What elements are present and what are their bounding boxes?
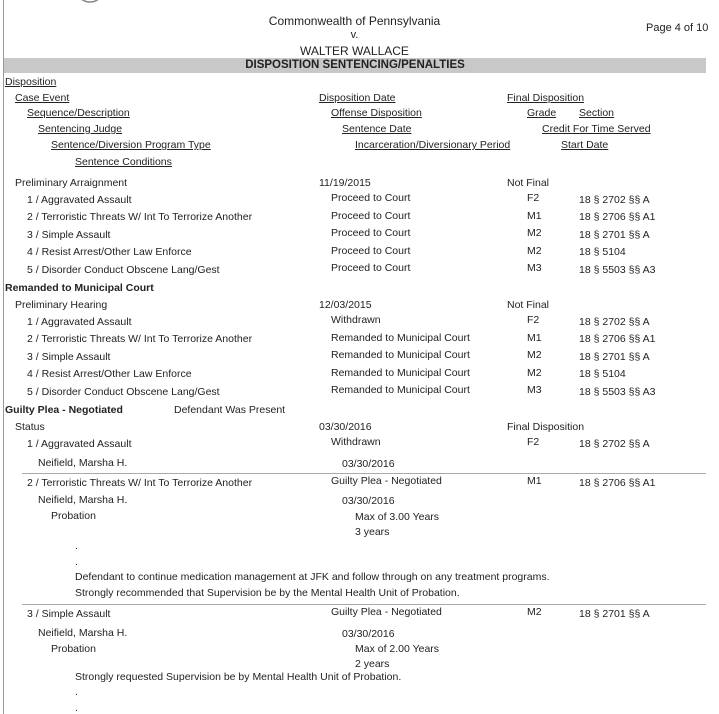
caption-versus: v. xyxy=(350,29,359,41)
sentencing-judge: Neifield, Marsha H. xyxy=(38,627,128,639)
charge-divider xyxy=(22,604,706,605)
condition-placeholder: . xyxy=(75,556,78,568)
charge-desc: 5 / Disorder Conduct Obscene Lang/Gest xyxy=(27,386,220,398)
charge-section: 18 § 2706 §§ A1 xyxy=(579,333,656,345)
condition-placeholder: . xyxy=(75,702,78,714)
legend-credit: Credit For Time Served xyxy=(542,123,651,135)
legend-disposition: Disposition xyxy=(5,76,57,88)
condition-placeholder: . xyxy=(75,686,78,698)
event-final: Not Final xyxy=(507,299,550,311)
legend-final-disp: Final Disposition xyxy=(507,92,585,104)
charge-disposition: Proceed to Court xyxy=(331,245,411,257)
charge-desc: 3 / Simple Assault xyxy=(27,229,111,241)
legend-conditions: Sentence Conditions xyxy=(75,156,172,168)
charge-section: 18 § 2706 §§ A1 xyxy=(579,211,656,223)
legend-offense-disp: Offense Disposition xyxy=(331,107,422,119)
legend-sentence-date: Sentence Date xyxy=(342,123,412,135)
caption-defendant: WALTER WALLACE xyxy=(300,44,409,58)
charge-disposition: Proceed to Court xyxy=(331,227,411,239)
event-name: Status xyxy=(15,421,45,433)
charge-grade: F2 xyxy=(527,314,540,326)
program-type: Probation xyxy=(51,643,96,655)
charge-desc: 4 / Resist Arrest/Other Law Enforce xyxy=(27,246,192,258)
caption-plaintiff: Commonwealth of Pennsylvania xyxy=(268,14,441,28)
legend-disp-date: Disposition Date xyxy=(319,92,396,104)
charge-disposition: Proceed to Court xyxy=(331,262,411,274)
legend-sequence: Sequence/Description xyxy=(27,107,130,119)
charge-grade: M3 xyxy=(527,384,542,396)
charge-grade: F2 xyxy=(527,192,540,204)
program-type: Probation xyxy=(51,510,96,522)
max-period: Max of 3.00 Years xyxy=(355,511,440,523)
sentencing-judge: Neifield, Marsha H. xyxy=(38,494,128,506)
max-period: Max of 2.00 Years xyxy=(355,643,440,655)
charge-section: 18 § 5104 xyxy=(579,246,626,258)
disposition-group-title: Guilty Plea - Negotiated xyxy=(5,404,123,416)
charge-desc: 5 / Disorder Conduct Obscene Lang/Gest xyxy=(27,264,220,276)
charge-disposition: Remanded to Municipal Court xyxy=(331,384,470,396)
legend-program-type: Sentence/Diversion Program Type xyxy=(51,139,211,151)
legend-judge: Sentencing Judge xyxy=(38,123,123,135)
event-date: 03/30/2016 xyxy=(319,421,372,433)
charge-desc: 1 / Aggravated Assault xyxy=(27,316,132,328)
charge-grade: M2 xyxy=(527,606,542,618)
charge-section: 18 § 2702 §§ A xyxy=(579,316,650,328)
charge-grade: M3 xyxy=(527,262,542,274)
charge-section: 18 § 2701 §§ A xyxy=(579,608,650,620)
event-final: Not Final xyxy=(507,177,550,189)
event-final: Final Disposition xyxy=(507,421,585,433)
section-title: DISPOSITION SENTENCING/PENALTIES xyxy=(245,59,465,71)
charge-section: 18 § 5503 §§ A3 xyxy=(579,386,656,398)
charge-desc: 3 / Simple Assault xyxy=(27,608,111,620)
event-name: Preliminary Hearing xyxy=(15,299,108,311)
charge-disposition: Proceed to Court xyxy=(331,210,411,222)
charge-disposition: Withdrawn xyxy=(331,314,381,326)
condition-note: Defendant to continue medication management at JFK and follow through on any treatment programs. xyxy=(75,571,550,583)
legend-start-date: Start Date xyxy=(561,139,609,151)
charge-desc: 4 / Resist Arrest/Other Law Enforce xyxy=(27,368,192,380)
charge-desc: 1 / Aggravated Assault xyxy=(27,194,132,206)
charge-grade: M2 xyxy=(527,245,542,257)
sentencing-judge: Neifield, Marsha H. xyxy=(38,457,128,469)
charge-section: 18 § 2701 §§ A xyxy=(579,351,650,363)
charge-grade: M1 xyxy=(527,210,542,222)
charge-disposition: Remanded to Municipal Court xyxy=(331,332,470,344)
condition-note: Strongly requested Supervision be by Mental Health Unit of Probation. xyxy=(75,671,402,683)
event-date: 12/03/2015 xyxy=(319,299,372,311)
charge-divider xyxy=(22,473,706,474)
charge-disposition: Guilty Plea - Negotiated xyxy=(331,606,442,618)
event-date: 11/19/2015 xyxy=(319,177,371,189)
charge-desc: 2 / Terroristic Threats W/ Int To Terrorize Another xyxy=(27,477,253,489)
charge-desc: 3 / Simple Assault xyxy=(27,351,111,363)
charge-disposition: Withdrawn xyxy=(331,436,381,448)
legend-section: Section xyxy=(579,107,615,119)
sentence-date: 03/30/2016 xyxy=(342,458,395,470)
charge-grade: M1 xyxy=(527,475,542,487)
charge-grade: M2 xyxy=(527,367,542,379)
defendant-present: Defendant Was Present xyxy=(174,404,286,416)
condition-placeholder: . xyxy=(75,540,78,552)
disposition-group-title: Remanded to Municipal Court xyxy=(5,282,154,294)
sentence-date: 03/30/2016 xyxy=(342,495,395,507)
sentence-date: 03/30/2016 xyxy=(342,628,395,640)
charge-grade: M2 xyxy=(527,349,542,361)
seal-logo-icon xyxy=(18,0,148,4)
legend-case-event: Case Event xyxy=(15,92,70,104)
condition-note: Strongly recommended that Supervision be by the Mental Health Unit of Probation. xyxy=(75,587,460,599)
charge-disposition: Remanded to Municipal Court xyxy=(331,367,470,379)
charge-grade: M2 xyxy=(527,227,542,239)
charge-section: 18 § 2702 §§ A xyxy=(579,194,650,206)
charge-disposition: Remanded to Municipal Court xyxy=(331,349,470,361)
legend-incarceration: Incarceration/Diversionary Period xyxy=(355,139,511,151)
charge-section: 18 § 2702 §§ A xyxy=(579,438,650,450)
charge-desc: 2 / Terroristic Threats W/ Int To Terrorize Another xyxy=(27,211,253,223)
page-left-border xyxy=(3,0,4,714)
charge-section: 18 § 2706 §§ A1 xyxy=(579,477,656,489)
event-name: Preliminary Arraignment xyxy=(15,177,128,189)
page-number: Page 4 of 10 xyxy=(646,22,709,34)
charge-disposition: Guilty Plea - Negotiated xyxy=(331,475,442,487)
charge-desc: 1 / Aggravated Assault xyxy=(27,438,132,450)
charge-section: 18 § 2701 §§ A xyxy=(579,229,650,241)
charge-section: 18 § 5104 xyxy=(579,368,626,380)
charge-section: 18 § 5503 §§ A3 xyxy=(579,264,656,276)
legend-grade: Grade xyxy=(527,107,557,119)
charge-disposition: Proceed to Court xyxy=(331,192,411,204)
period: 2 years xyxy=(355,658,390,670)
charge-desc: 2 / Terroristic Threats W/ Int To Terrorize Another xyxy=(27,333,253,345)
charge-grade: F2 xyxy=(527,436,540,448)
charge-grade: M1 xyxy=(527,332,542,344)
period: 3 years xyxy=(355,526,390,538)
